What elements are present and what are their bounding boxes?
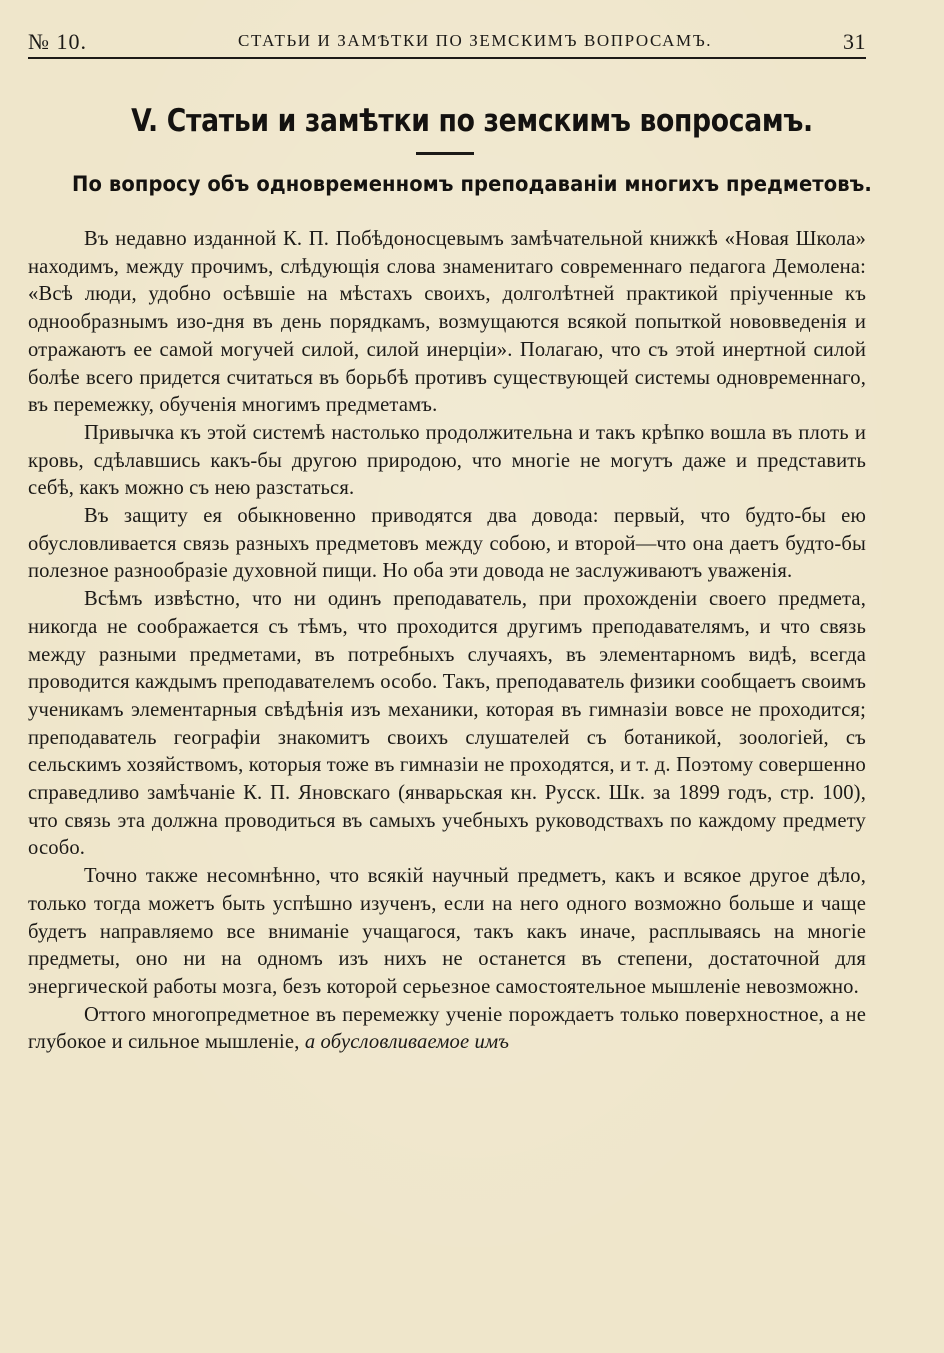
section-title: V. Статьи и замѣтки по земскимъ вопросамъ. (131, 103, 813, 139)
paragraph: Привычка къ этой системѣ настолько продолжительна и такъ крѣпко вошла въ плоть и кровь, сдѣлавшись какъ-бы другою природою, что многіе не могутъ даже и представить себѣ, какъ можно съ нею разстаться. (28, 421, 866, 500)
paragraph: Въ недавно изданной К. П. Побѣдоносцевымъ замѣчательной книжкѣ «Новая Школа» находимъ, между прочимъ, слѣдующія слова знаменитаго современнаго педагога Демолена: «Всѣ люди, удобно осѣвшіе на мѣстахъ своихъ, долголѣтней практикой пріученные къ однообразнымъ изо-дня въ день порядкамъ, возмущаются всякой попыткой нововведенія и отражаютъ ее самой могучей силой, силой инерціи». Полагаю, что съ этой инертной силой болѣе всего придется считаться въ борьбѣ противъ существующей системы одновременнаго, въ перемежку, обученія многимъ предметамъ. (28, 228, 866, 417)
running-header (28, 26, 866, 56)
paragraph-last-text: Оттого многопредметное въ перемежку ученіе порождаетъ только поверхностное, а не глубокое и сильное мышленіе, (28, 1003, 866, 1054)
paragraph: Точно также несомнѣнно, что всякій научный предметъ, какъ и всякое другое дѣло, только тогда можетъ быть успѣшно изученъ, если на него одного возможно больше и чаще будетъ направляемо все вниманіе учащагося, такъ какъ иначе, расплываясь на многіе предметы, оно ни на одномъ изъ нихъ не останется въ степени, достаточной для энергической работы мозга, безъ которой серьезное самостоятельное мышленіе невозможно. (28, 865, 866, 998)
paragraph-last-italic: а обусловливаемое имъ (304, 1031, 510, 1054)
paragraph-last (28, 1002, 866, 1057)
article-body (28, 226, 866, 1057)
title-divider (416, 152, 474, 155)
issue-number: № 10. (28, 29, 87, 54)
paragraph: Въ защиту ея обыкновенно приводятся два довода: первый, что будто-бы ею обусловливается связь разныхъ предметовъ между собою, и второй—что она даетъ будто-бы полезное разнообразіе духовной пищи. Но оба эти довода не заслуживаютъ уваженія. (28, 505, 866, 583)
article-title: По вопросу объ одновременномъ преподаваніи многихъ предметовъ. (72, 172, 872, 196)
page-number: 31 (843, 29, 866, 54)
paragraph: Всѣмъ извѣстно, что ни одинъ преподаватель, при прохожденіи своего предмета, никогда не соображается съ тѣмъ, что проходится другимъ преподавателямъ, и что связь между разными предметами, въ потребныхъ случаяхъ, въ элементарномъ видѣ, всегда проводится каждымъ преподавателемъ особо. Такъ, преподаватель физики сообщаетъ своимъ ученикамъ элементарныя свѣдѣнія изъ механики, которая въ гимназіи вовсе не проходится; преподаватель географіи знакомитъ своихъ слушателей съ ботаникой, зоологіей, съ сельскимъ хозяйствомъ, которыя тоже въ гимназіи не проходятся, и т. д. Поэтому совершенно справедливо замѣчаніе К. П. Яновскаго (январьская кн. Русск. Шк. за 1899 годъ, стр. 100), что связь эта должна проводиться въ самыхъ учебныхъ руководствахъ по каждому предмету особо. (28, 588, 866, 860)
header-rule (28, 57, 866, 59)
running-title: СТАТЬИ И ЗАМѢТКИ ПО ЗЕМСКИМЪ ВОПРОСАМЪ. (238, 31, 713, 50)
